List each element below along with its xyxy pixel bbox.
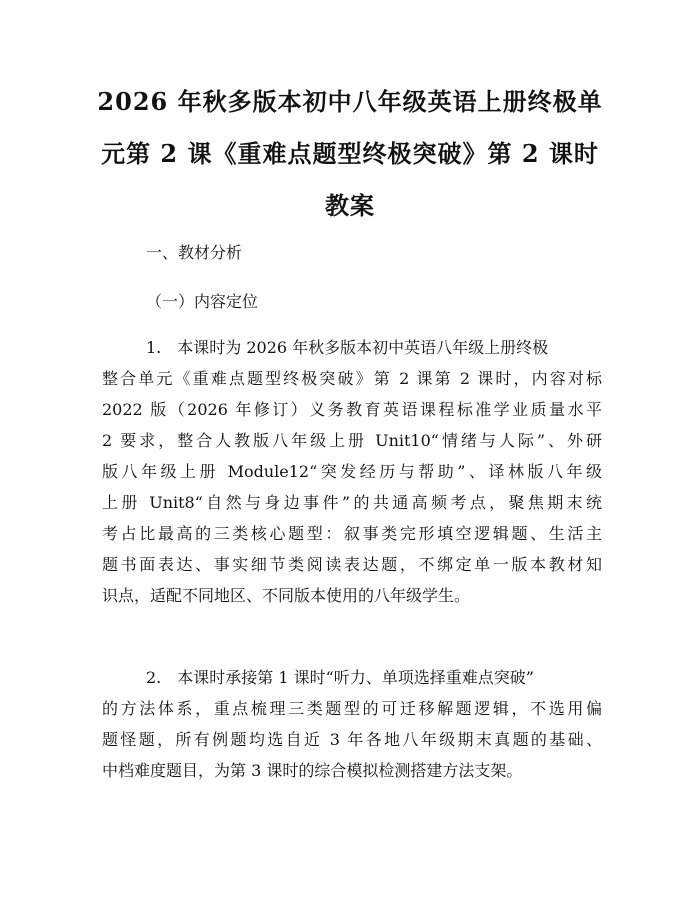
paragraph-1-line: 2022 版（2026 年修订）义务教育英语课程标准学业质量水平 (102, 400, 602, 419)
title-line-1: 2026 年秋多版本初中八年级英语上册终极单 (97, 87, 603, 116)
section-heading: 一、教材分析 (146, 243, 243, 262)
paragraph-1-line: 上册 Unit8“自然与身边事件”的共通高频考点，聚焦期末统 (102, 493, 602, 512)
paragraph-1 (102, 332, 602, 611)
subsection-heading: （一）内容定位 (146, 292, 259, 311)
paragraph-1-line: 版八年级上册 Module12“突发经历与帮助”、译林版八年级 (102, 462, 602, 481)
paragraph-1-line: 识点，适配不同地区、不同版本使用的八年级学生。 (102, 586, 471, 605)
paragraph-1-line: 考占比最高的三类核心题型：叙事类完形填空逻辑题、生活主 (102, 524, 602, 543)
paragraph-2 (102, 662, 602, 786)
title-line-2: 元第 2 课《重难点题型终极突破》第 2 课时 (101, 139, 599, 168)
document-title (90, 76, 610, 232)
paragraph-1-line: 题书面表达、事实细节类阅读表达题，不绑定单一版本教材知 (102, 555, 602, 574)
paragraph-2-line: 题怪题，所有例题均选自近 3 年各地八年级期末真题的基础、 (102, 730, 602, 749)
paragraph-1-line: 1. 本课时为 2026 年秋多版本初中英语八年级上册终极 (146, 338, 549, 357)
paragraph-1-line: 2 要求，整合人教版八年级上册 Unit10“情绪与人际”、外研 (102, 431, 602, 450)
paragraph-2-line: 的方法体系，重点梳理三类题型的可迁移解题逻辑，不选用偏 (102, 699, 602, 718)
paragraph-2-line: 2. 本课时承接第 1 课时“听力、单项选择重难点突破” (146, 668, 534, 687)
title-line-3: 教案 (325, 191, 375, 220)
paragraph-1-line: 整合单元《重难点题型终极突破》第 2 课第 2 课时，内容对标 (102, 369, 602, 388)
paragraph-2-line: 中档难度题目，为第 3 课时的综合模拟检测搭建方法支架。 (102, 761, 523, 780)
